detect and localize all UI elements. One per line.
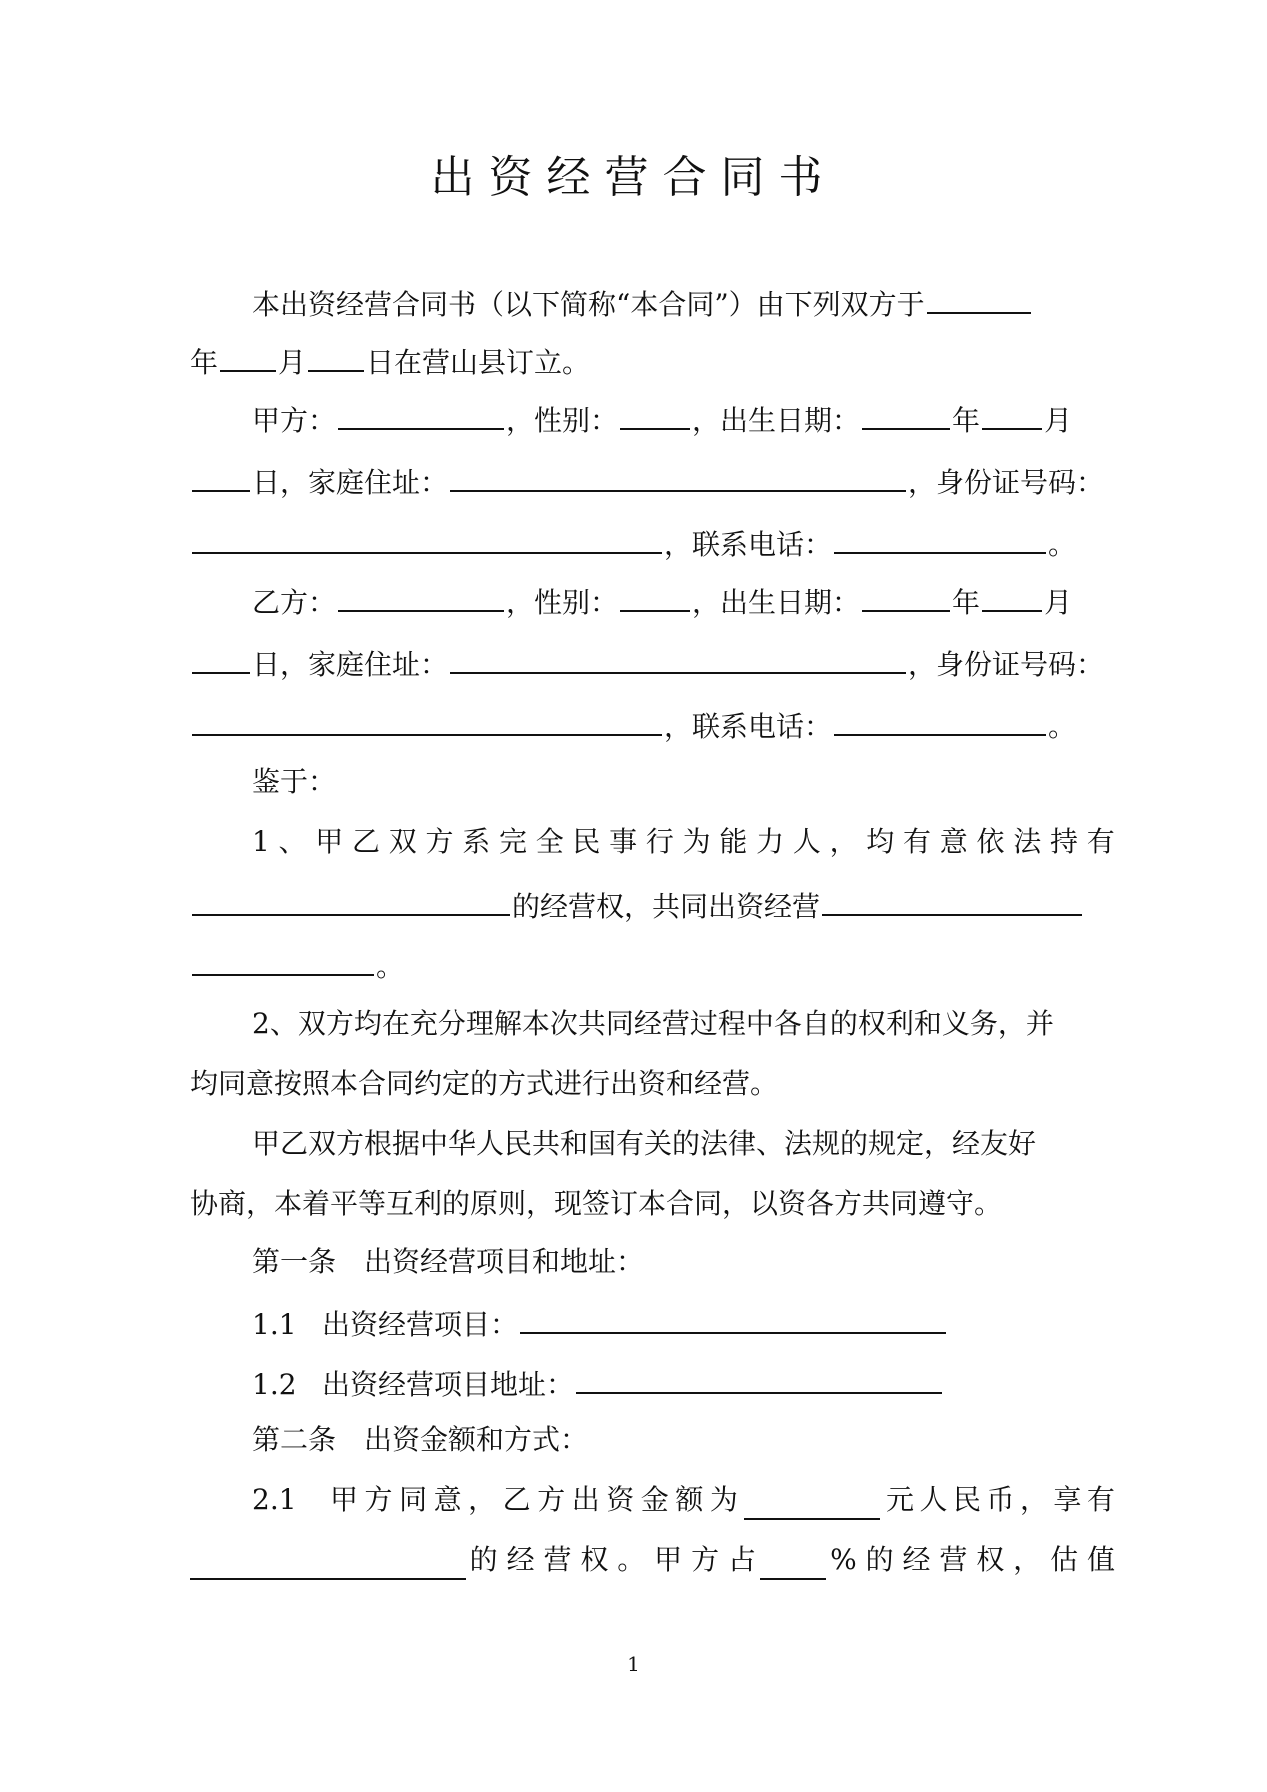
joint-business-continued-blank[interactable]	[192, 944, 374, 976]
party-a-birth-day-blank[interactable]	[192, 460, 250, 492]
document-title: 出资经营合同书	[430, 152, 837, 203]
party-b-address-blank[interactable]	[450, 642, 906, 674]
party-a-line-3: ，联系电话： 。	[190, 522, 1115, 565]
clause-2-1-currency: 元 人 民 币 ， 享 有	[886, 1483, 1115, 1516]
page-number: 1	[627, 1652, 640, 1676]
party-b-line-1: 乙方： ，性别： ，出生日期： 年 月	[252, 580, 1115, 623]
intro-rest: 日在营山县订立。	[366, 346, 591, 379]
year-label: 年	[190, 346, 219, 379]
business-address-blank[interactable]	[576, 1362, 942, 1394]
whereas-item-1-line-3: 。	[190, 944, 1115, 987]
party-b-birth-month-blank[interactable]	[982, 580, 1042, 612]
month-label: 月	[278, 346, 307, 379]
party-b-birth-day-blank[interactable]	[192, 642, 250, 674]
whereas-item-2-line-1: 2、双方均在充分理解本次共同经营过程中各自的权利和义务，并	[252, 1007, 1054, 1040]
party-b-line-3: ，联系电话： 。	[190, 704, 1115, 747]
whereas-item-1-line-1: 1 、 甲 乙 双 方 系 完 全 民 事 行 为 能 力 人 ， 均 有 意 依 法 持 有	[252, 825, 1115, 858]
intro-line-2	[190, 340, 1115, 383]
date-blank[interactable]	[927, 282, 1031, 314]
party-a-birth-year-blank[interactable]	[862, 398, 950, 430]
clause-2-1-line-1: 2.1 甲 方 同 意 ， 乙 方 出 资 金 额 为 元 人 民 币 ， 享 有	[252, 1480, 1115, 1520]
party-b-name-blank[interactable]	[338, 580, 504, 612]
party-b-phone-blank[interactable]	[834, 704, 1046, 736]
clause-2-1-text: 甲 方 同 意 ， 乙 方 出 资 金 额 为	[330, 1483, 738, 1516]
business-project-blank[interactable]	[520, 1302, 946, 1334]
party-b-gender-blank[interactable]	[620, 580, 690, 612]
day-blank[interactable]	[308, 340, 364, 372]
party-a-name-blank[interactable]	[338, 398, 504, 430]
party-b-id-blank[interactable]	[192, 704, 662, 736]
party-a-gender-blank[interactable]	[620, 398, 690, 430]
party-a-address-blank[interactable]	[450, 460, 906, 492]
party-a-phone-blank[interactable]	[834, 522, 1046, 554]
preamble-line-1: 甲乙双方根据中华人民共和国有关的法律、法规的规定，经友好	[252, 1127, 1037, 1160]
article-2-heading: 第二条 出资金额和方式：	[252, 1423, 589, 1456]
clause-1-1: 1.1 出资经营项目：	[252, 1302, 1115, 1345]
clause-2-1-line-2: 的 经 营 权 。 甲 方 占 % 的 经 营 权 ， 估 值	[190, 1540, 1115, 1580]
party-a-line-1: 甲方： ，性别： ，出生日期： 年 月	[252, 398, 1115, 441]
party-a-birth-month-blank[interactable]	[982, 398, 1042, 430]
business-right-blank[interactable]	[192, 884, 510, 916]
clause-1-2: 1.2 出资经营项目地址：	[252, 1362, 1115, 1405]
month-blank[interactable]	[220, 340, 276, 372]
party-b-line-2: 日，家庭住址： ，身份证号码：	[190, 642, 1115, 685]
intro-text: 本出资经营合同书（以下简称“本合同”）由下列双方于	[252, 288, 925, 321]
article-1-heading: 第一条 出资经营项目和地址：	[252, 1245, 645, 1278]
party-b-birth-year-blank[interactable]	[862, 580, 950, 612]
whereas-item-2-line-2: 均同意按照本合同约定的方式进行出资和经营。	[190, 1067, 779, 1100]
party-a-share-blank[interactable]	[760, 1548, 826, 1580]
party-a-id-blank[interactable]	[192, 522, 662, 554]
investment-amount-blank[interactable]	[744, 1488, 880, 1520]
whereas-item-1-line-2: 的经营权，共同出资经营	[190, 884, 1115, 927]
whereas-heading: 鉴于：	[252, 765, 337, 798]
joint-business-blank[interactable]	[822, 884, 1082, 916]
party-a-line-2: 日，家庭住址： ，身份证号码：	[190, 460, 1115, 503]
intro-line-1	[252, 282, 1115, 325]
enjoyed-right-blank[interactable]	[190, 1548, 466, 1580]
preamble-line-2: 协商，本着平等互利的原则，现签订本合同，以资各方共同遵守。	[190, 1187, 1003, 1220]
